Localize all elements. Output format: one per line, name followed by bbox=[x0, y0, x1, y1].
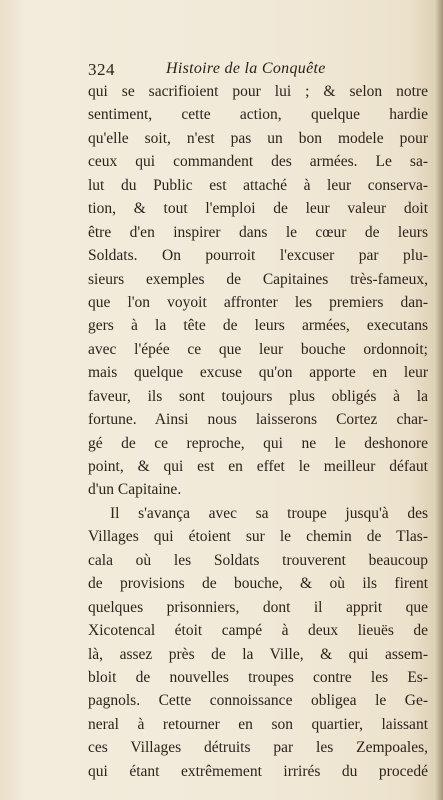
text-line: qui se sacrifioient pour lui ; & selon notre bbox=[88, 83, 428, 100]
text-line: sentiment, cette action, quelque hardie bbox=[88, 106, 428, 124]
text-line: quelques prisonniers, dont il apprit que bbox=[88, 598, 428, 616]
text-line: faveur, ils sont toujours plus obligés à la bbox=[88, 387, 428, 405]
text-line: être d'en inspirer dans le cœur de leurs bbox=[88, 223, 428, 241]
text-line: de provisions de bouche, & où ils firent bbox=[88, 575, 428, 593]
text-line: Xicotencal étoit campé à deux lieuës de bbox=[88, 622, 428, 640]
text-line: gé de ce reproche, qui ne le deshonore bbox=[88, 434, 428, 452]
text-line: Soldats. On pourroit l'excuser par plu- bbox=[88, 247, 428, 265]
text-line: fortune. Ainsi nous laisserons Cortez char- bbox=[88, 411, 428, 429]
text-line: neral à retourner en son quartier, laissant bbox=[88, 715, 428, 733]
text-line: point, & qui est en effet le meilleur défaut bbox=[88, 458, 428, 475]
text-line: lut du Public est attaché à leur conserva- bbox=[88, 176, 428, 194]
text-line: tion, & tout l'emploi de leur valeur doit bbox=[88, 200, 428, 218]
text-line: que l'on voyoit affronter les premiers dan- bbox=[88, 293, 428, 311]
paragraph-start-line: Il s'avança avec sa troupe jusqu'à des bbox=[110, 504, 428, 522]
text-line: ces Villages détruits par les Zempoales, bbox=[88, 739, 428, 757]
paragraph-end-line: d'un Capitaine. bbox=[88, 481, 182, 499]
text-line: bloit de nouvelles troupes contre les Es- bbox=[88, 668, 428, 686]
text-line: mais quelque excuse qu'on apporte en leur bbox=[88, 364, 428, 382]
text-line: gers à la tête de leurs armées, executans bbox=[88, 317, 428, 335]
page-number: 324 bbox=[88, 60, 115, 79]
text-line: qui étant extrêmement irrirés du procedé bbox=[88, 762, 428, 780]
running-head bbox=[88, 60, 378, 82]
text-line: cala où les Soldats trouverent beaucoup bbox=[88, 551, 428, 569]
text-line: sieurs exemples de Capitaines très-fameux, bbox=[88, 270, 428, 288]
running-title: Histoire de la Conquête bbox=[166, 60, 326, 77]
text-line: Villages qui étoient sur le chemin de Tlas- bbox=[88, 528, 428, 546]
text-line: avec l'épée ce que leur bouche ordonnoit; bbox=[88, 340, 428, 358]
text-line: pagnols. Cette connoissance obligea le Ge- bbox=[88, 692, 428, 710]
text-line: qu'elle soit, n'est pas un bon modele pour bbox=[88, 129, 428, 147]
text-line: là, assez près de la Ville, & qui assem- bbox=[88, 645, 428, 663]
body-text bbox=[88, 80, 428, 783]
text-line: ceux qui commandent des armées. Le sa- bbox=[88, 153, 428, 171]
